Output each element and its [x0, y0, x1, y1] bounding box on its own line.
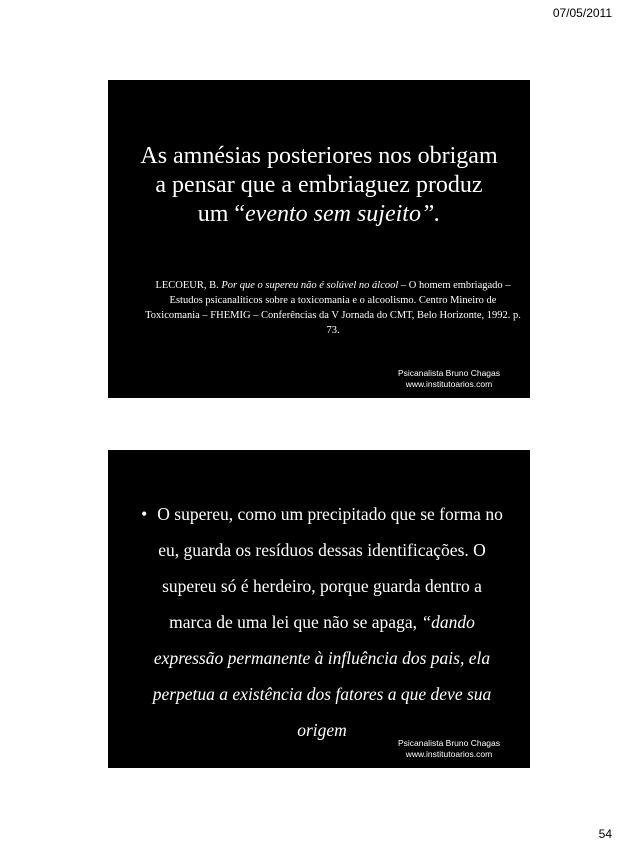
reference-details: – O homem embriagado – Estudos psicanalíticos sobre a toxicomania e o alcoolismo. Centro Mineiro de Toxicomania – FHEMIG – Conferências da V Jornada do CMT, Belo Horizonte, 1992. p. 73. — [145, 280, 521, 336]
print-date: 07/05/2011 — [552, 6, 612, 20]
slide-1-title-text: As amnésias posteriores nos obrigam a pensar que a embriaguez produz um “ — [140, 143, 498, 227]
footer-website: www.institutoarios.com — [405, 749, 493, 759]
reference-author: LECOEUR, B. — [155, 280, 222, 291]
slide-2-body-text: O supereu, como um precipitado que se forma no eu, guarda os resíduos dessas identificações. O supereu só é herdeiro, porque guarda dentro a marca de uma lei que não se apaga, — [157, 504, 503, 632]
slide-2-footer — [398, 738, 500, 760]
bullet-icon: • — [141, 504, 148, 524]
slide-1-reference — [144, 278, 522, 338]
footer-website: www.institutoarios.com — [405, 379, 493, 389]
slide-1 — [108, 80, 530, 398]
slide-1-title-italic: evento sem sujeito”. — [245, 201, 441, 227]
slide-2-quote: “dando expressão permanente à influência dos pais, ela perpetua a existência dos fatores a que deve sua origem — [152, 612, 492, 740]
slide-1-title — [138, 142, 500, 229]
slide-2-body — [140, 496, 504, 748]
reference-title: Por que o supereu não é solúvel no álcool — [221, 280, 399, 291]
slide-1-footer — [398, 368, 500, 390]
page-number: 54 — [598, 827, 612, 841]
slide-2 — [108, 450, 530, 768]
footer-author: Psicanalista Bruno Chagas — [397, 368, 500, 378]
footer-author: Psicanalista Bruno Chagas — [397, 738, 500, 748]
